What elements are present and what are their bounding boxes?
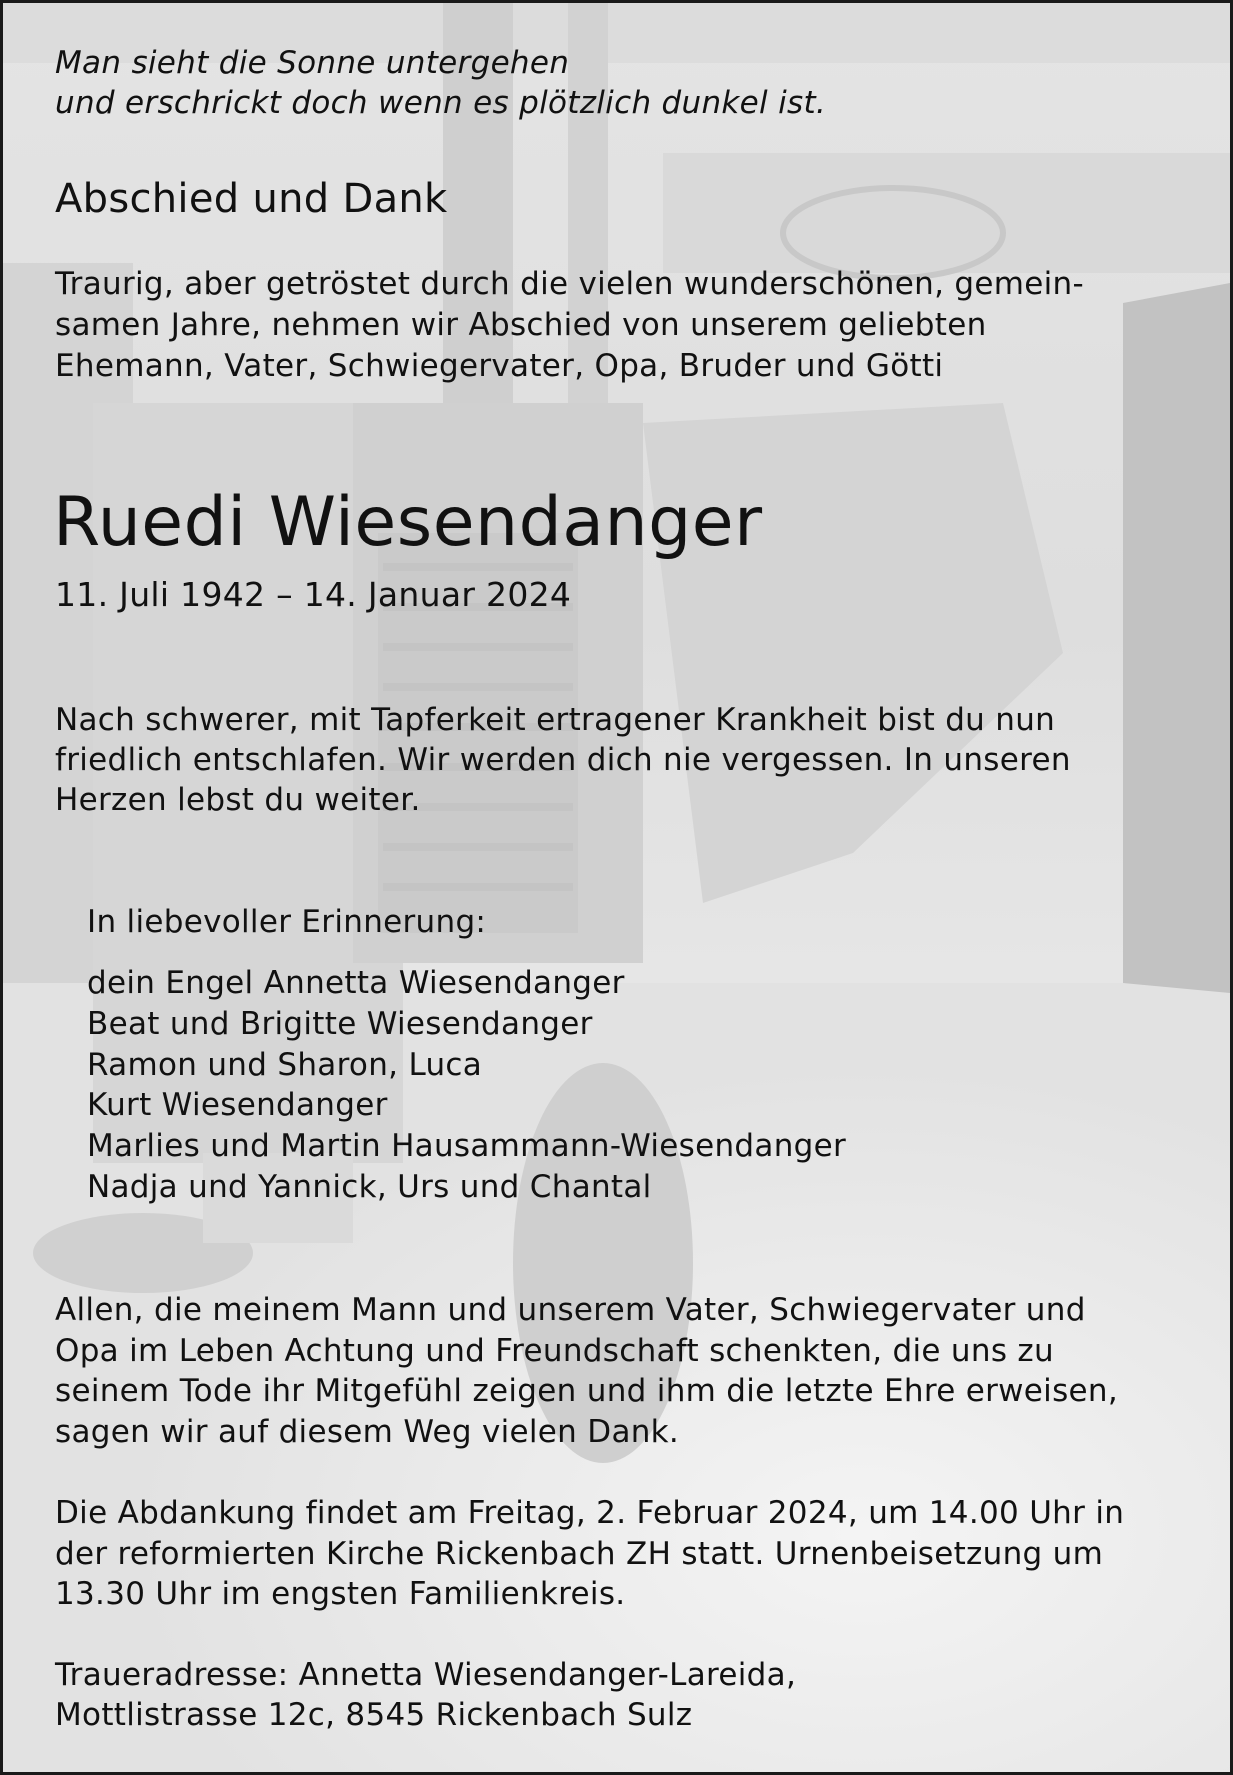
motto-line: Man sieht die Sonne untergehen (55, 45, 570, 81)
intro-line: samen Jahre, nehmen wir Abschied von unserem geliebten (55, 307, 987, 343)
ceremony-line: 13.30 Uhr im engsten Familienkreis. (55, 1576, 626, 1612)
ceremony-line: Die Abdankung findet am Freitag, 2. Februar 2024, um 14.00 Uhr in (55, 1495, 1125, 1531)
message-line: Herzen lebst du weiter. (55, 782, 421, 818)
deceased-name: Ruedi Wiesendanger (53, 483, 763, 562)
ceremony-paragraph (55, 1493, 1124, 1615)
message-line: Nach schwerer, mit Tapferkeit ertragener Krankheit bist du nun (55, 702, 1056, 738)
address-line: Mottlistrasse 12c, 8545 Rickenbach Sulz (55, 1697, 693, 1733)
family-member: Beat und Brigitte Wiesendanger (87, 1005, 593, 1042)
family-member: dein Engel Annetta Wiesendanger (87, 965, 625, 1001)
thanks-line: sagen wir auf diesem Weg vielen Dank. (55, 1413, 680, 1450)
message-line: friedlich entschlafen. Wir werden dich nie vergessen. In unseren (55, 742, 1071, 778)
thanks-line: Allen, die meinem Mann und unserem Vater, Schwiegervater und (55, 1292, 1086, 1328)
address-line: Traueradresse: Annetta Wiesendanger-Lareida, (55, 1657, 797, 1693)
section-heading: Abschied und Dank (55, 176, 448, 222)
message-paragraph (55, 700, 1071, 820)
thanks-line: seinem Tode ihr Mitgefühl zeigen und ihm die letzte Ehre erweisen, (55, 1373, 1119, 1409)
life-dates: 11. Juli 1942 – 14. Januar 2024 (55, 575, 572, 614)
intro-line: Traurig, aber getröstet durch die vielen wunderschönen, gemein- (55, 266, 1084, 302)
family-member: Ramon und Sharon, Luca (87, 1046, 483, 1083)
intro-paragraph (55, 264, 1084, 387)
family-member: Kurt Wiesendanger (87, 1087, 388, 1124)
family-list (87, 963, 846, 1208)
family-member: Marlies und Martin Hausammann-Wiesendanger (87, 1128, 847, 1165)
thanks-line: Opa im Leben Achtung und Freundschaft schenkten, die uns zu (55, 1332, 1054, 1369)
mourning-address (55, 1655, 796, 1735)
thanks-paragraph (55, 1290, 1118, 1452)
family-member: Nadja und Yannick, Urs und Chantal (87, 1168, 652, 1205)
memory-heading: In liebevoller Erinnerung: (87, 904, 487, 940)
motto-line: und erschrickt doch wenn es plötzlich dunkel ist. (55, 85, 827, 121)
ceremony-line: der reformierten Kirche Rickenbach ZH statt. Urnenbeisetzung um (55, 1535, 1104, 1572)
motto-quote (55, 43, 826, 123)
intro-line: Ehemann, Vater, Schwiegervater, Opa, Bruder und Götti (55, 348, 944, 384)
